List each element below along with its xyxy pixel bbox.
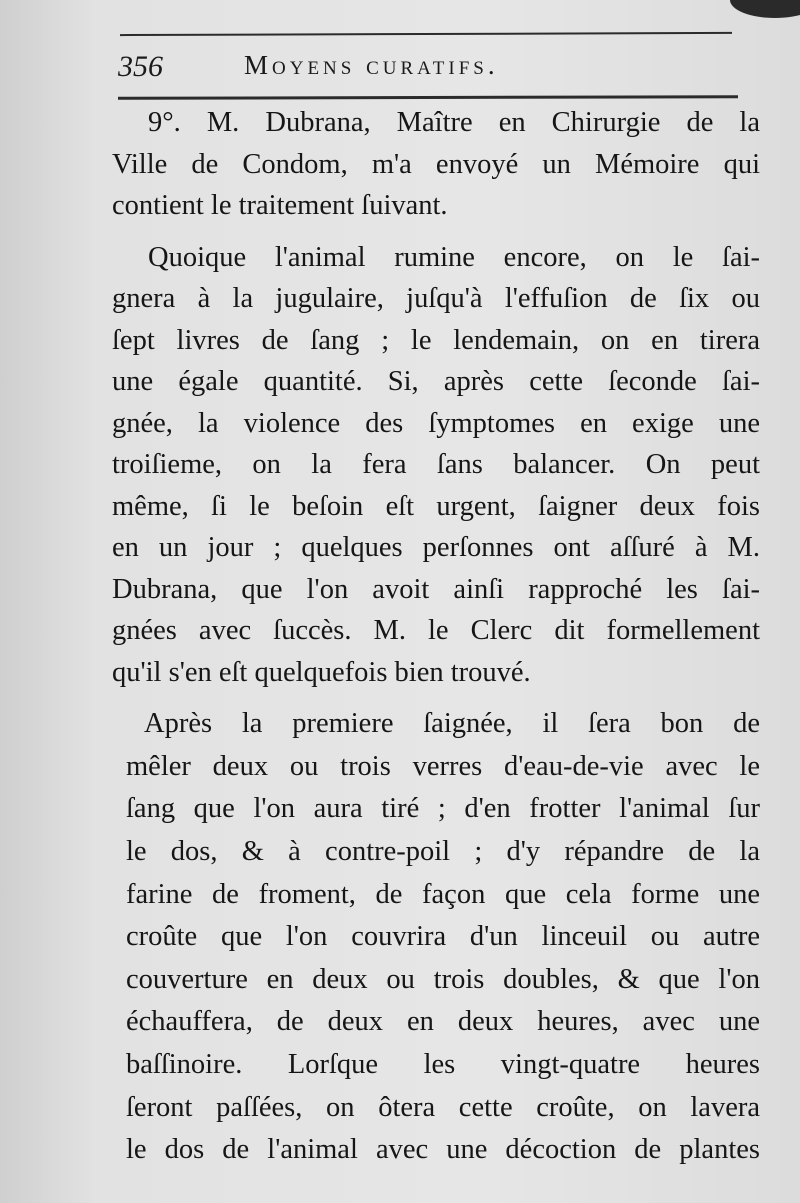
text-line: Dubrana, que l'on avoit ainſi rapproché les ſai- bbox=[112, 573, 760, 605]
paragraph-3 bbox=[126, 703, 760, 1172]
text-line: gnera à la jugulaire, juſqu'à l'effuſion de ſix ou bbox=[112, 283, 760, 315]
text-line: même, ſi le beſoin eſt urgent, ſaigner deux fois bbox=[112, 490, 760, 522]
text-line: le dos, & à contre-poil ; d'y répandre de la bbox=[126, 836, 760, 868]
text-line: troiſieme, on la fera ſans balancer. On peut bbox=[112, 449, 760, 481]
page-header bbox=[118, 44, 738, 88]
text-line: échauffera, de deux en deux heures, avec une bbox=[126, 1006, 760, 1038]
paragraph-2 bbox=[112, 237, 760, 694]
text-line: croûte que l'on couvrira d'un linceuil ou autre bbox=[126, 921, 760, 953]
text-line: mêler deux ou trois verres d'eau-de-vie avec le bbox=[126, 750, 760, 782]
text-line: ſang que l'on aura tiré ; d'en frotter l'animal ſur bbox=[126, 793, 760, 825]
text-line: Quoique l'animal rumine encore, on le ſai- bbox=[148, 241, 760, 273]
body-text bbox=[112, 102, 760, 1182]
text-line: contient le traitement ſuivant. bbox=[112, 190, 448, 222]
text-line: en un jour ; quelques perſonnes ont aſſuré à M. bbox=[112, 532, 760, 564]
text-line: gnée, la violence des ſymptomes en exige une bbox=[112, 407, 760, 439]
text-line: couverture en deux ou trois doubles, & que l'on bbox=[126, 963, 760, 995]
top-rule bbox=[120, 32, 732, 36]
text-line: Ville de Condom, m'a envoyé un Mémoire qui bbox=[112, 148, 760, 180]
text-line: ſept livres de ſang ; le lendemain, on en tirera bbox=[112, 324, 760, 356]
paragraph-1 bbox=[112, 102, 760, 227]
text-line: une égale quantité. Si, après cette ſeconde ſai- bbox=[112, 366, 760, 398]
text-line: le dos de l'animal avec une décoction de plantes bbox=[126, 1134, 760, 1166]
page-number: 356 bbox=[118, 50, 163, 83]
header-rule bbox=[118, 95, 738, 100]
running-head: Moyens curatifs. bbox=[244, 50, 499, 80]
corner-shadow bbox=[730, 0, 800, 18]
text-line: qu'il s'en eſt quelquefois bien trouvé. bbox=[112, 656, 531, 688]
text-line: farine de froment, de façon que cela forme une bbox=[126, 878, 760, 910]
text-line: 9°. M. Dubrana, Maître en Chirurgie de la bbox=[148, 107, 760, 138]
text-line: baſſinoire. Lorſque les vingt-quatre heures bbox=[126, 1049, 760, 1081]
text-line: gnées avec ſuccès. M. le Clerc dit formellement bbox=[112, 615, 760, 647]
text-line: ſeront paſſées, on ôtera cette croûte, on lavera bbox=[126, 1091, 760, 1123]
text-line: Après la premiere ſaignée, il ſera bon de bbox=[144, 708, 760, 740]
